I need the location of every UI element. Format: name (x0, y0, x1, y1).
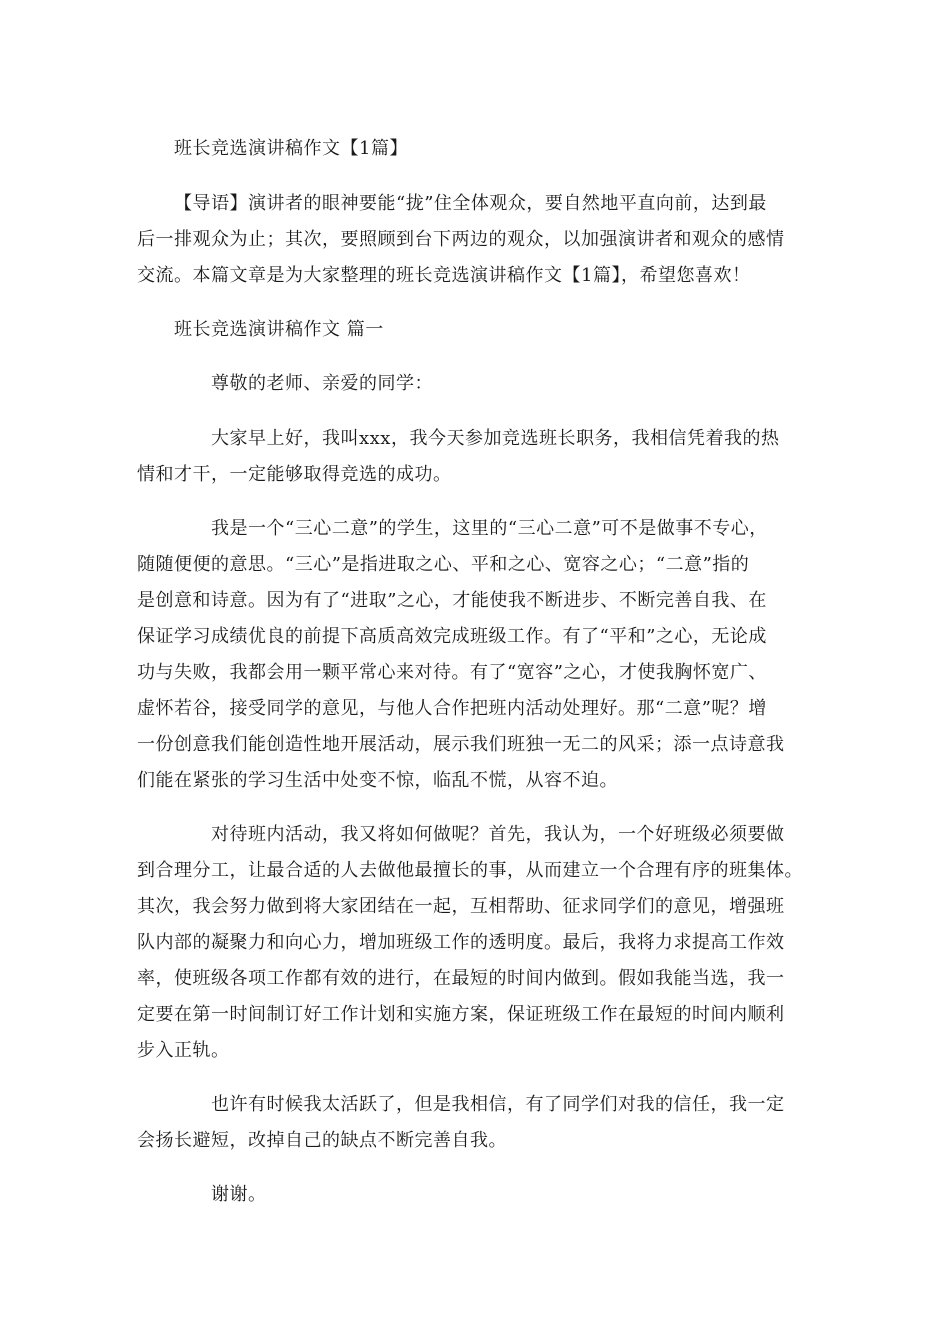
paragraph-line: 随随便便的意思。“三心”是指进取之心、平和之心、宽容之心；“二意”指的 (137, 554, 750, 575)
paragraph-line: 虚怀若谷，接受同学的意见，与他人合作把班内活动处理好。那“二意”呢？增 (137, 698, 767, 719)
paragraph-line: 到合理分工，让最合适的人去做他最擅长的事，从而建立一个合理有序的班集体。 (137, 860, 803, 881)
paragraph-line: 队内部的凝聚力和向心力，增加班级工作的透明度。最后，我将力求提高工作效 (137, 932, 785, 953)
paragraph-line: 功与失败，我都会用一颗平常心来对待。有了“宽容”之心，才使我胸怀宽广、 (137, 662, 767, 683)
paragraph-line: 是创意和诗意。因为有了“进取”之心，才能使我不断进步、不断完善自我、在 (137, 590, 767, 611)
paragraph-line: 大家早上好，我叫xxx，我今天参加竞选班长职务，我相信凭着我的热 (211, 428, 780, 449)
paragraph-line: 对待班内活动，我又将如何做呢？首先，我认为，一个好班级必须要做 (211, 824, 785, 845)
document-title: 班长竞选演讲稿作文【1篇】 (174, 138, 408, 159)
paragraph-line: 们能在紧张的学习生活中处变不惊，临乱不慌，从容不迫。 (137, 770, 618, 791)
intro-line: 【导语】演讲者的眼神要能“拢”住全体观众，要自然地平直向前，达到最 (174, 193, 767, 214)
paragraph-line: 其次，我会努力做到将大家团结在一起，互相帮助、征求同学们的意见，增强班 (137, 896, 785, 917)
paragraph-line: 定要在第一时间制订好工作计划和实施方案，保证班级工作在最短的时间内顺利 (137, 1004, 785, 1025)
paragraph-line: 也许有时候我太活跃了，但是我相信，有了同学们对我的信任，我一定 (211, 1094, 785, 1115)
paragraph-line: 保证学习成绩优良的前提下高质高效完成班级工作。有了“平和”之心，无论成 (137, 626, 767, 647)
paragraph-line: 情和才干，一定能够取得竞选的成功。 (137, 464, 452, 485)
closing: 谢谢。 (211, 1184, 267, 1205)
paragraph-line: 我是一个“三心二意”的学生，这里的“三心二意”可不是做事不专心， (211, 518, 768, 539)
intro-line: 交流。本篇文章是为大家整理的班长竞选演讲稿作文【1篇】，希望您喜欢！ (137, 265, 751, 286)
intro-line: 后一排观众为止；其次，要照顾到台下两边的观众，以加强演讲者和观众的感情 (137, 229, 785, 250)
section-title: 班长竞选演讲稿作文 篇一 (174, 319, 384, 340)
paragraph-line: 会扬长避短，改掉自己的缺点不断完善自我。 (137, 1130, 507, 1151)
salutation: 尊敬的老师、亲爱的同学： (211, 373, 433, 394)
paragraph-line: 步入正轨。 (137, 1040, 230, 1061)
paragraph-line: 一份创意我们能创造性地开展活动，展示我们班独一无二的风采；添一点诗意我 (137, 734, 785, 755)
paragraph-line: 率，使班级各项工作都有效的进行，在最短的时间内做到。假如我能当选，我一 (137, 968, 785, 989)
